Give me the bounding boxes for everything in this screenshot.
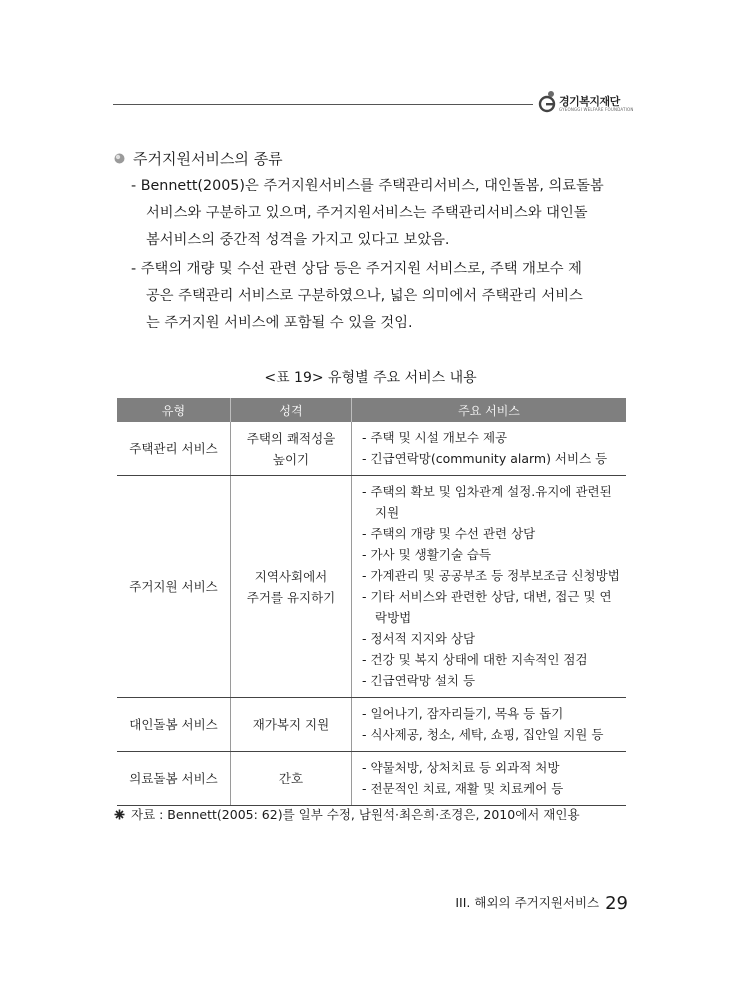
nature-line: 주거를 유지하기	[246, 589, 336, 605]
header-services: 주요 서비스	[352, 398, 627, 422]
paragraph-line: 공은 주택관리 서비스로 구분하였으나, 넓은 의미에서 주택관리 서비스	[146, 288, 583, 304]
nature-cell	[231, 698, 352, 752]
service-item: - 건강 및 복지 상태에 대한 지속적인 점검	[362, 652, 588, 667]
source-note	[114, 805, 580, 823]
service-item: - 가계관리 및 공공부조 등 정부보조금 신청방법	[362, 568, 620, 583]
type-cell: 주거지원 서비스	[117, 476, 231, 698]
page-footer	[455, 893, 628, 914]
type-cell: 대인돌봄 서비스	[117, 698, 231, 752]
paragraph-line: 는 주거지원 서비스에 포함될 수 있을 것임.	[146, 315, 413, 331]
nature-line: 간호	[278, 771, 304, 786]
table-row	[117, 476, 626, 698]
header-nature: 성격	[231, 398, 352, 422]
foundation-logo	[537, 90, 637, 116]
page-number: 29	[605, 893, 628, 914]
paragraph-line: 봄서비스의 중간적 성격을 가지고 있다고 보았음.	[146, 232, 450, 248]
asterisk-mark-icon	[114, 809, 125, 820]
nature-cell	[231, 476, 352, 698]
footer-chapter: III. 해외의 주거지원서비스	[455, 895, 600, 910]
paragraph-2	[131, 256, 583, 337]
table-row	[117, 698, 626, 752]
paragraph-line: - 주택의 개량 및 수선 관련 상담 등은 주거지원 서비스로, 주택 개보수 제	[131, 261, 582, 277]
services-cell	[352, 698, 627, 752]
service-item: - 긴급연락망(community alarm) 서비스 등	[362, 451, 608, 466]
section-title-text: 주거지원서비스의 종류	[133, 150, 283, 168]
nature-line: 높이기	[272, 451, 310, 467]
header-rule	[113, 104, 533, 105]
type-cell: 주택관리 서비스	[117, 422, 231, 476]
service-item: - 기타 서비스와 관련한 상담, 대변, 접근 및 연락방법	[362, 589, 612, 625]
services-cell	[352, 476, 627, 698]
source-text: 자료 : Bennett(2005: 62)를 일부 수정, 남원석·최은희·조경은, 2010에서 재인용	[131, 807, 580, 822]
service-item: - 일어나기, 잠자리들기, 목욕 등 돕기	[362, 706, 564, 721]
paragraph-line: 서비스와 구분하고 있으며, 주거지원서비스는 주택관리서비스와 대인돌	[146, 205, 588, 221]
services-cell	[352, 752, 627, 806]
service-table	[117, 398, 626, 806]
services-cell	[352, 422, 627, 476]
service-item: - 긴급연락망 설치 등	[362, 673, 476, 688]
service-item: - 전문적인 치료, 재활 및 치료케어 등	[362, 781, 564, 796]
table-row	[117, 752, 626, 806]
service-item: - 정서적 지지와 상담	[362, 631, 476, 646]
nature-line: 주택의 쾌적성을	[246, 430, 336, 446]
table-caption: <표 19> 유형별 주요 서비스 내용	[264, 370, 477, 386]
paragraph-1	[131, 173, 604, 254]
logo-text: 경기복지재단	[559, 95, 620, 108]
logo-subtext: GYEONGGI WELFARE FOUNDATION	[559, 107, 634, 112]
paragraph-line: - Bennett(2005)은 주거지원서비스를 주택관리서비스, 대인돌봄, 의료돌봄	[131, 178, 604, 194]
service-item: - 식사제공, 청소, 세탁, 쇼핑, 집안일 지원 등	[362, 727, 604, 742]
type-cell: 의료돌봄 서비스	[117, 752, 231, 806]
service-item: - 가사 및 생활기술 습득	[362, 547, 492, 562]
section-title	[113, 148, 283, 169]
service-item: - 주택 및 시설 개보수 제공	[362, 430, 508, 445]
nature-line: 지역사회에서	[254, 568, 328, 584]
service-item: - 약물처방, 상처치료 등 외과적 처방	[362, 760, 560, 775]
circle-bullet-icon	[113, 152, 126, 165]
service-item: - 주택의 개량 및 수선 관련 상담	[362, 526, 536, 541]
service-item: - 주택의 확보 및 임차관계 설정.유지에 관련된 지원	[362, 484, 612, 520]
header-type: 유형	[117, 398, 231, 422]
table-header-row	[117, 398, 626, 422]
nature-cell	[231, 422, 352, 476]
nature-line: 재가복지 지원	[252, 717, 330, 732]
logo-mark-icon	[537, 90, 557, 114]
nature-cell	[231, 752, 352, 806]
table-row	[117, 422, 626, 476]
